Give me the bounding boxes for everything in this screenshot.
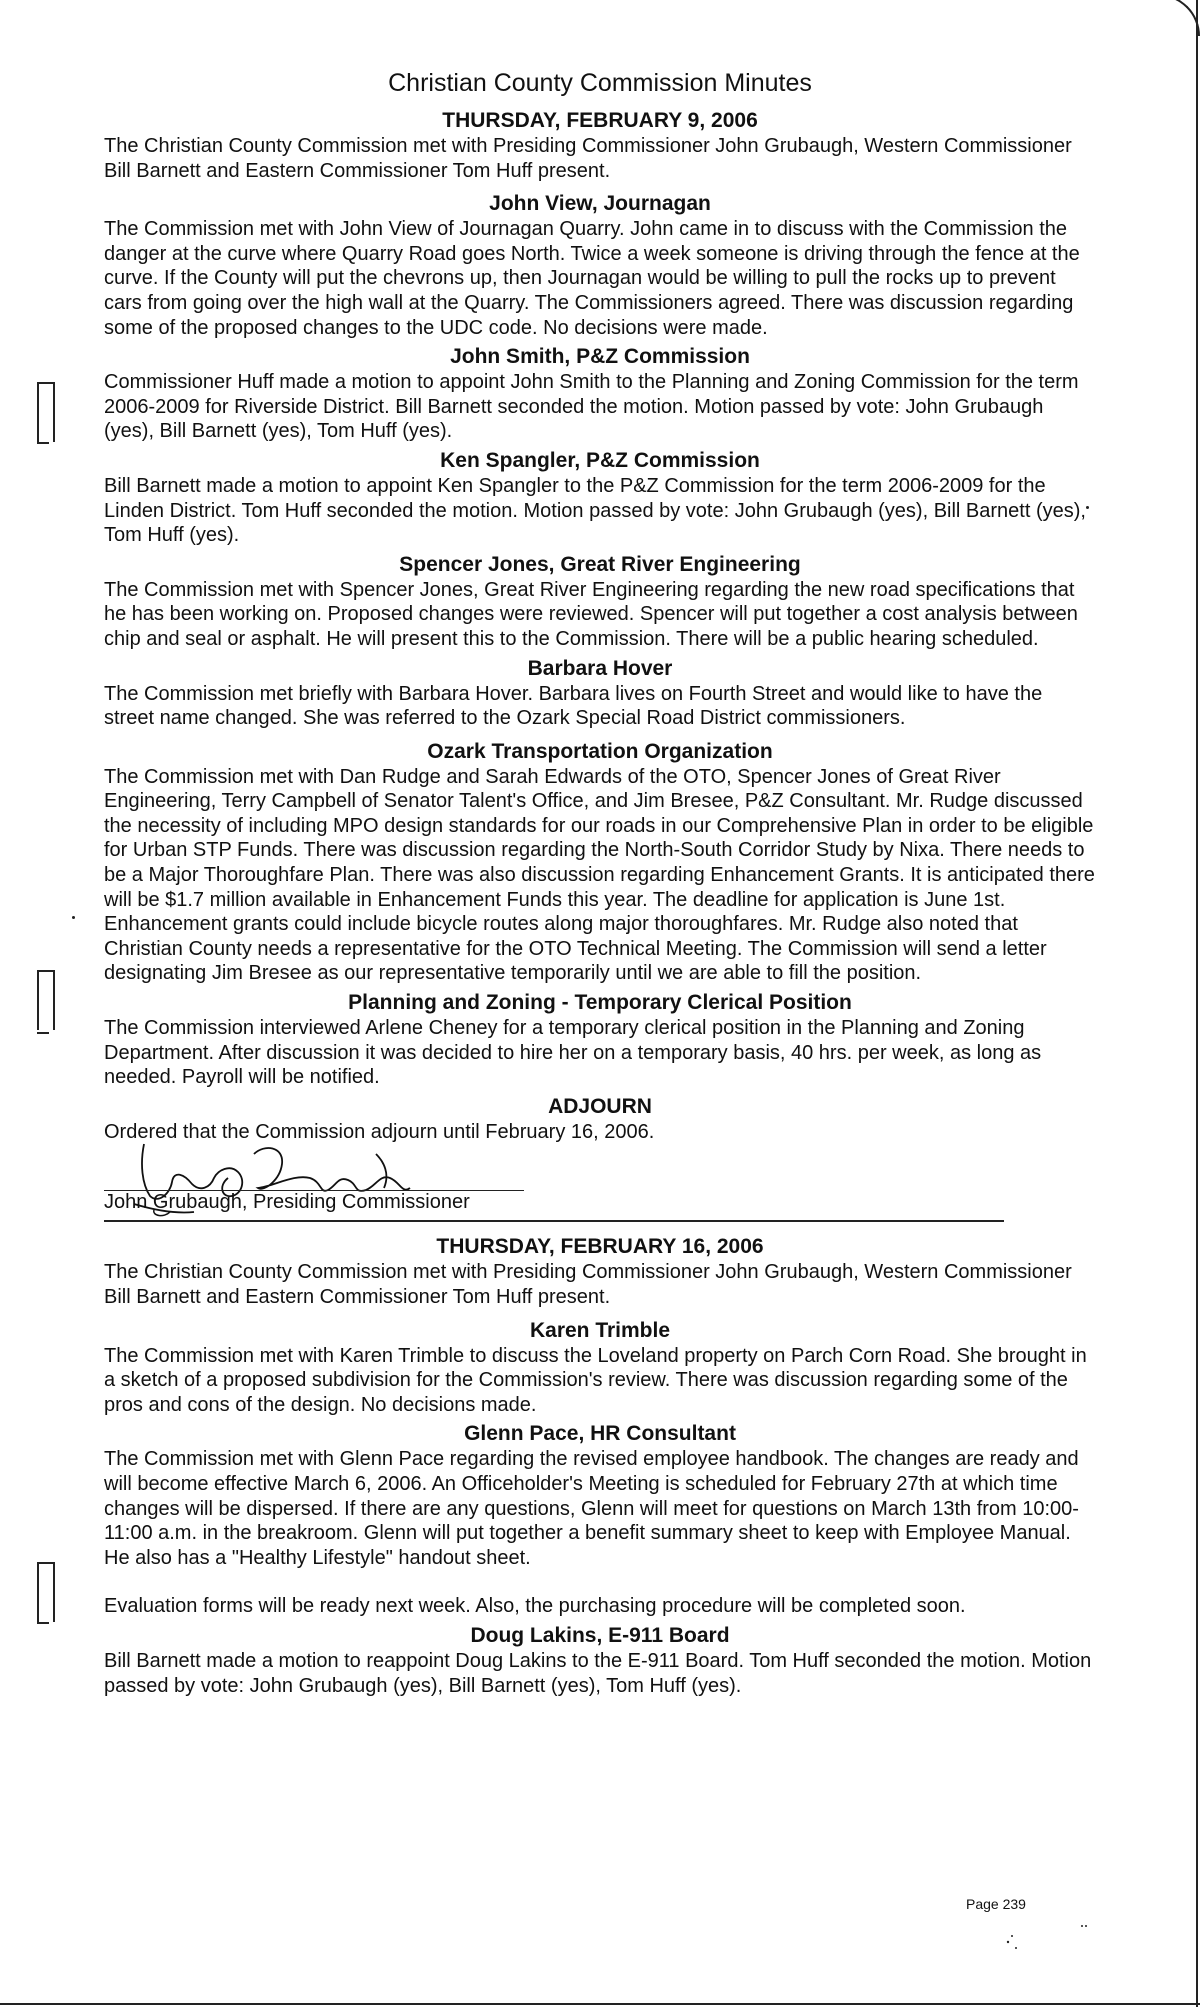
item-body: The Commission met with John View of Journagan Quarry. John came in to discuss with the Commission the danger at the curve where Quarry Road goes North. Twice a week someone is driving through the fence at the curve. If the County will put the chevrons up, then Journagan would be willing to pull the rocks up to prevent cars from going over the high wall at the Quarry. The Commissioners agreed. There was discussion regarding some of the proposed changes to the UDC code. No decisions were made. bbox=[104, 218, 1080, 339]
meeting-date: THURSDAY, FEBRUARY 9, 2006 bbox=[442, 109, 758, 132]
page-border-bottom bbox=[0, 2003, 1200, 2005]
item-heading: Glenn Pace, HR Consultant bbox=[464, 1422, 736, 1446]
meeting-intro: The Christian County Commission met with Presiding Commissioner John Grubaugh, Western Commissioner Bill Barnett and Eastern Commissioner Tom Huff present. bbox=[104, 135, 1072, 182]
item-body: The Commission met with Karen Trimble to discuss the Loveland property on Parch Corn Road. She brought in a sketch of a proposed subdivision for the Commission's review. There was discussion regarding some of the pros and cons of the design. No decisions made. bbox=[104, 1344, 1087, 1416]
item-body: The Commission met with Dan Rudge and Sarah Edwards of the OTO, Spencer Jones of Great River Engineering, Terry Campbell of Senator Talent's Office, and Jim Bresee, P&Z Consultant. Mr. Rudge discussed the necessity of including MPO design standards for our roads in our Comprehensive Plan in order to be eligible for Urban STP Funds. There was discussion regarding the North-South Corridor Study by Nixa. There needs to be a Major Thoroughfare Plan. There was also discussion regarding Enhancement Grants. It is anticipated there will be $1.7 million available in Enhancement Funds this year. The deadline for application is June 1st. Enhancement grants could include bicycle routes along major thoroughfares. Mr. Rudge also noted that Christian County needs a representative for the OTO Technical Meeting. The Commission will send a letter designating Jim Bresee as our representative temporarily until we are able to fill the position. bbox=[104, 765, 1095, 985]
page-number: Page 239 bbox=[966, 1896, 1026, 1912]
margin-bracket-tick bbox=[37, 442, 49, 444]
document-title: Christian County Commission Minutes bbox=[388, 69, 812, 97]
item-heading: Planning and Zoning - Temporary Clerical Position bbox=[348, 991, 852, 1015]
meeting-feb-9 bbox=[104, 108, 1096, 1222]
margin-bracket-marker bbox=[37, 1562, 55, 1622]
page-border-right bbox=[1196, 0, 1198, 2007]
item-heading: Barbara Hover bbox=[527, 656, 673, 680]
item-body: The Commission met briefly with Barbara Hover. Barbara lives on Fourth Street and would like to have the street name changed. She was referred to the Ozark Special Road District commissioners. bbox=[104, 682, 1043, 730]
adjourn-heading: ADJOURN bbox=[548, 1094, 652, 1118]
margin-bracket-marker bbox=[37, 970, 55, 1030]
page-corner-curl bbox=[1138, 0, 1200, 36]
item-body: The Commission met with Glenn Pace regarding the revised employee handbook. The changes are ready and will become effective March 6, 2006. An Officeholder's Meeting is scheduled for February 27th at which time changes will be dispersed. If there are any questions, Glenn will meet for questions on March 13th from 10:00-11:00 a.m. in the breakroom. Glenn will put together a benefit summary sheet to keep with Employee Manual. He also has a "Healthy Lifestyle" handout sheet. bbox=[104, 1448, 1079, 1569]
margin-bracket-marker bbox=[37, 382, 55, 442]
signature-name: John Grubaugh, Presiding Commissioner bbox=[104, 1191, 470, 1214]
item-heading: Spencer Jones, Great River Engineering bbox=[399, 552, 801, 576]
section-divider bbox=[104, 1220, 1004, 1222]
item-heading: John Smith, P&Z Commission bbox=[450, 345, 750, 369]
minutes-page bbox=[104, 68, 1096, 1698]
meeting-intro: The Christian County Commission met with Presiding Commissioner John Grubaugh, Western Commissioner Bill Barnett and Eastern Commissioner Tom Huff present. bbox=[104, 1261, 1072, 1308]
margin-bracket-tick bbox=[37, 1032, 49, 1034]
item-heading: Karen Trimble bbox=[529, 1318, 671, 1342]
margin-bracket-tick bbox=[37, 1622, 49, 1624]
item-body: Bill Barnett made a motion to reappoint Doug Lakins to the E-911 Board. Tom Huff seconded the motion. Motion passed by vote: John Grubaugh (yes), Bill Barnett (yes), Tom Huff (yes). bbox=[104, 1649, 1092, 1697]
item-body: Commissioner Huff made a motion to appoint John Smith to the Planning and Zoning Commission for the term 2006-2009 for Riverside District. Bill Barnett seconded the motion. Motion passed by vote: John Grubaugh (yes), Bill Barnett (yes), Tom Huff (yes). bbox=[104, 371, 1079, 443]
item-heading: John View, Journagan bbox=[489, 192, 711, 216]
item-body-extra: Evaluation forms will be ready next week. Also, the purchasing procedure will be completed soon. bbox=[104, 1595, 966, 1618]
scan-specks bbox=[1000, 1920, 1100, 1950]
item-body: Bill Barnett made a motion to appoint Ken Spangler to the P&Z Commission for the term 2006-2009 for the Linden District. Tom Huff seconded the motion. Motion passed by vote: John Grubaugh (yes), Bill Barnett (yes), Tom Huff (yes). bbox=[104, 474, 1086, 547]
paragraph-gap bbox=[104, 1570, 1096, 1594]
item-heading: Ozark Transportation Organization bbox=[427, 739, 773, 763]
scan-speck bbox=[72, 916, 75, 919]
meeting-feb-16 bbox=[104, 1234, 1096, 1698]
meeting-date: THURSDAY, FEBRUARY 16, 2006 bbox=[436, 1235, 764, 1259]
item-body: The Commission interviewed Arlene Cheney for a temporary clerical position in the Planning and Zoning Department. After discussion it was decided to hire her on a temporary basis, 40 hrs. per week, as long as needed. Payroll will be notified. bbox=[104, 1017, 1042, 1089]
item-body: The Commission met with Spencer Jones, Great River Engineering regarding the new road specifications that he has been working on. Proposed changes were reviewed. Spencer will put together a cost analysis between chip and seal or asphalt. He will present this to the Commission. There will be a public hearing scheduled. bbox=[104, 578, 1078, 650]
item-heading: Doug Lakins, E-911 Board bbox=[470, 1623, 730, 1647]
adjourn-text: Ordered that the Commission adjourn until February 16, 2006. bbox=[104, 1120, 655, 1143]
signature-block bbox=[104, 1144, 1096, 1218]
item-heading: Ken Spangler, P&Z Commission bbox=[440, 448, 760, 472]
